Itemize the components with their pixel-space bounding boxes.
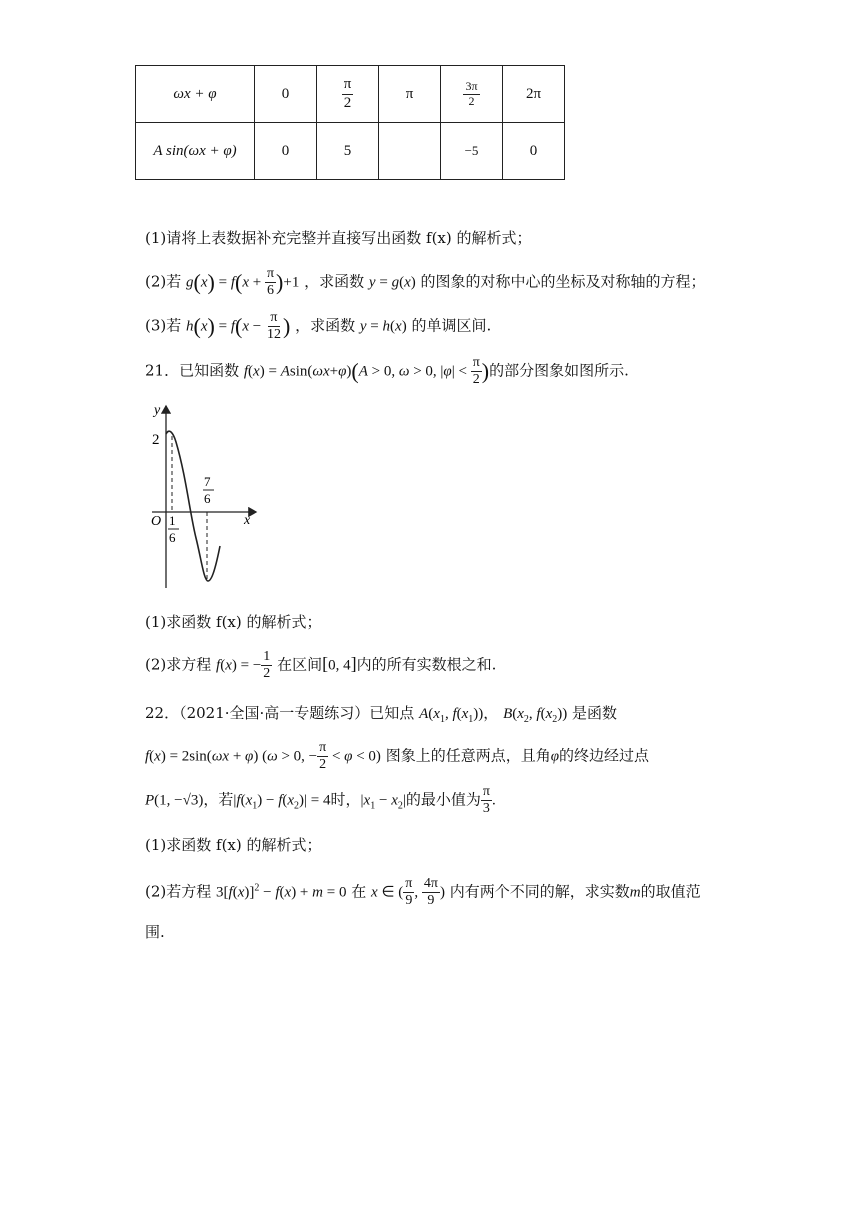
q22-line1-prefix: 22．（2021·全国·高一专题练习）已知点 [145, 704, 415, 722]
q21-part2-middle: 在区间 [277, 655, 323, 674]
table-cell: 0 [255, 123, 317, 180]
table-cell [379, 123, 441, 180]
function-graph [138, 398, 268, 593]
q21-part1: (1)求函数 f(x) 的解析式； [145, 613, 322, 631]
q22-part2-suffix: 内有两个不同的解，求实数 [449, 882, 630, 901]
value-table [135, 65, 565, 180]
q20-part3-suffix: 的单调区间. [411, 316, 492, 335]
q20-part2: (2)若 g(x) = f(x + $\frac{\pi}{6}$ )+1 ，求函数 y = g(x) 的图象的对称中心的坐标及对称轴的方程； [145, 266, 706, 299]
tick-label: 6 [169, 530, 176, 545]
math-expression: 3[ [216, 884, 229, 901]
math-expression: h [186, 318, 194, 335]
q20-part3-middle: ，求函数 [295, 316, 356, 335]
q20-part2-middle: ，求函数 [304, 272, 365, 291]
math-expression: P [145, 792, 155, 809]
q22-part2-wrap: 围. [145, 923, 165, 941]
q20-part2-prefix: (2)若 [145, 272, 182, 291]
q21-part2: (2)求方程 f(x) = − $\frac{1}{2}$ 在区间[0, 4]内的所有实数根之和. [145, 649, 497, 682]
y-axis-label: y [154, 403, 161, 418]
q21-part2-prefix: (2)求方程 [145, 655, 212, 674]
table-cell: π [379, 66, 441, 123]
q22-line3-prefix: ，若 [203, 790, 234, 809]
q22-part2-end: 的取值范 [640, 882, 701, 901]
q22-line3-suffix: 的最小值为 [405, 790, 481, 809]
q22-part2-middle: 在 [351, 882, 367, 901]
q20-part1: (1)请将上表数据补充完整并直接写出函数 f(x) 的解析式； [145, 229, 532, 247]
max-value-label: 2 [152, 432, 160, 448]
tick-label: 6 [204, 491, 211, 506]
math-expression: g [186, 274, 194, 291]
table-cell: A sin(ωx + φ) [136, 123, 255, 180]
x-axis-label: x [244, 513, 251, 528]
table-row [136, 66, 565, 123]
table-cell: 2π [503, 66, 565, 123]
q21-title: 21．已知函数 f(x) = Asin(ωx+φ)(A > 0, ω > 0, |φ| < $\frac{\pi}{2}$ )的部分图象如图所示. [145, 355, 629, 388]
q22-line2: f(x) = 2sin(ωx + φ) (ω > 0, − $\frac{\pi}{2}$ < φ < 0) 图象上的任意两点，且角φ的终边经过点 [145, 740, 650, 773]
table-cell: 5 [317, 123, 379, 180]
q22-line3: P(1, −√3)，若$|f(x_1) - f(x_2)| = 4$时，$|x_1 - x_2|$的最小值为 $\frac{\pi}{3}$ . [145, 784, 496, 817]
origin-label: O [151, 514, 162, 529]
tick-label: 7 [204, 474, 211, 489]
q22-line1-sep: ， [483, 704, 499, 722]
q22-line3-middle: 时， [330, 790, 361, 809]
table-cell: $\frac{3\pi}{2}$ [441, 66, 503, 123]
q21-title-prefix: 21．已知函数 [145, 361, 240, 380]
q22-part2: (2)若方程 $3[f(x)]^2 - f(x) + m = 0$ 在 x ∈ ( $\frac{\pi}{9}$ , $\frac{4\pi}{9}$ ) 内有两个不同的解，求实数m的取值范 [145, 876, 701, 909]
table-cell: −5 [441, 123, 503, 180]
q21-title-suffix: 的部分图象如图所示. [489, 361, 629, 380]
table-row [136, 123, 565, 180]
table-cell: 0 [255, 66, 317, 123]
q22-line1: 22．（2021·全国·高一专题练习）已知点 $A(x_1$, $f(x_1)$)， $B(x_2$, $f(x_2)$) 是函数 [145, 704, 618, 725]
q22-part1: (1)求函数 f(x) 的解析式； [145, 836, 322, 854]
tick-label: 1 [169, 513, 176, 528]
q22-line1-suffix: 是函数 [572, 704, 618, 722]
math-expression: f [243, 363, 249, 380]
q20-part3-prefix: (3)若 [145, 316, 182, 335]
q22-line2-prefix: 图象上的任意两点，且角 [385, 746, 551, 765]
math-expression: f [216, 657, 221, 674]
q21-part2-suffix: 内的所有实数根之和. [356, 655, 497, 674]
q20-part3: (3)若 h(x) = f(x − $\frac{\pi}{12}$ ) ，求函数 y = h(x) 的单调区间. [145, 310, 492, 343]
q22-line2-suffix: 的终边经过点 [559, 746, 650, 765]
table-cell: $\frac{\pi}{2}$ [317, 66, 379, 123]
q22-part2-prefix: (2)若方程 [145, 882, 212, 901]
math-expression: f [145, 748, 150, 765]
sine-curve [166, 431, 220, 581]
table-cell: 0 [503, 123, 565, 180]
table-cell: ωx + φ [136, 66, 255, 123]
q20-part2-suffix: 的图象的对称中心的坐标及对称轴的方程； [420, 272, 706, 291]
